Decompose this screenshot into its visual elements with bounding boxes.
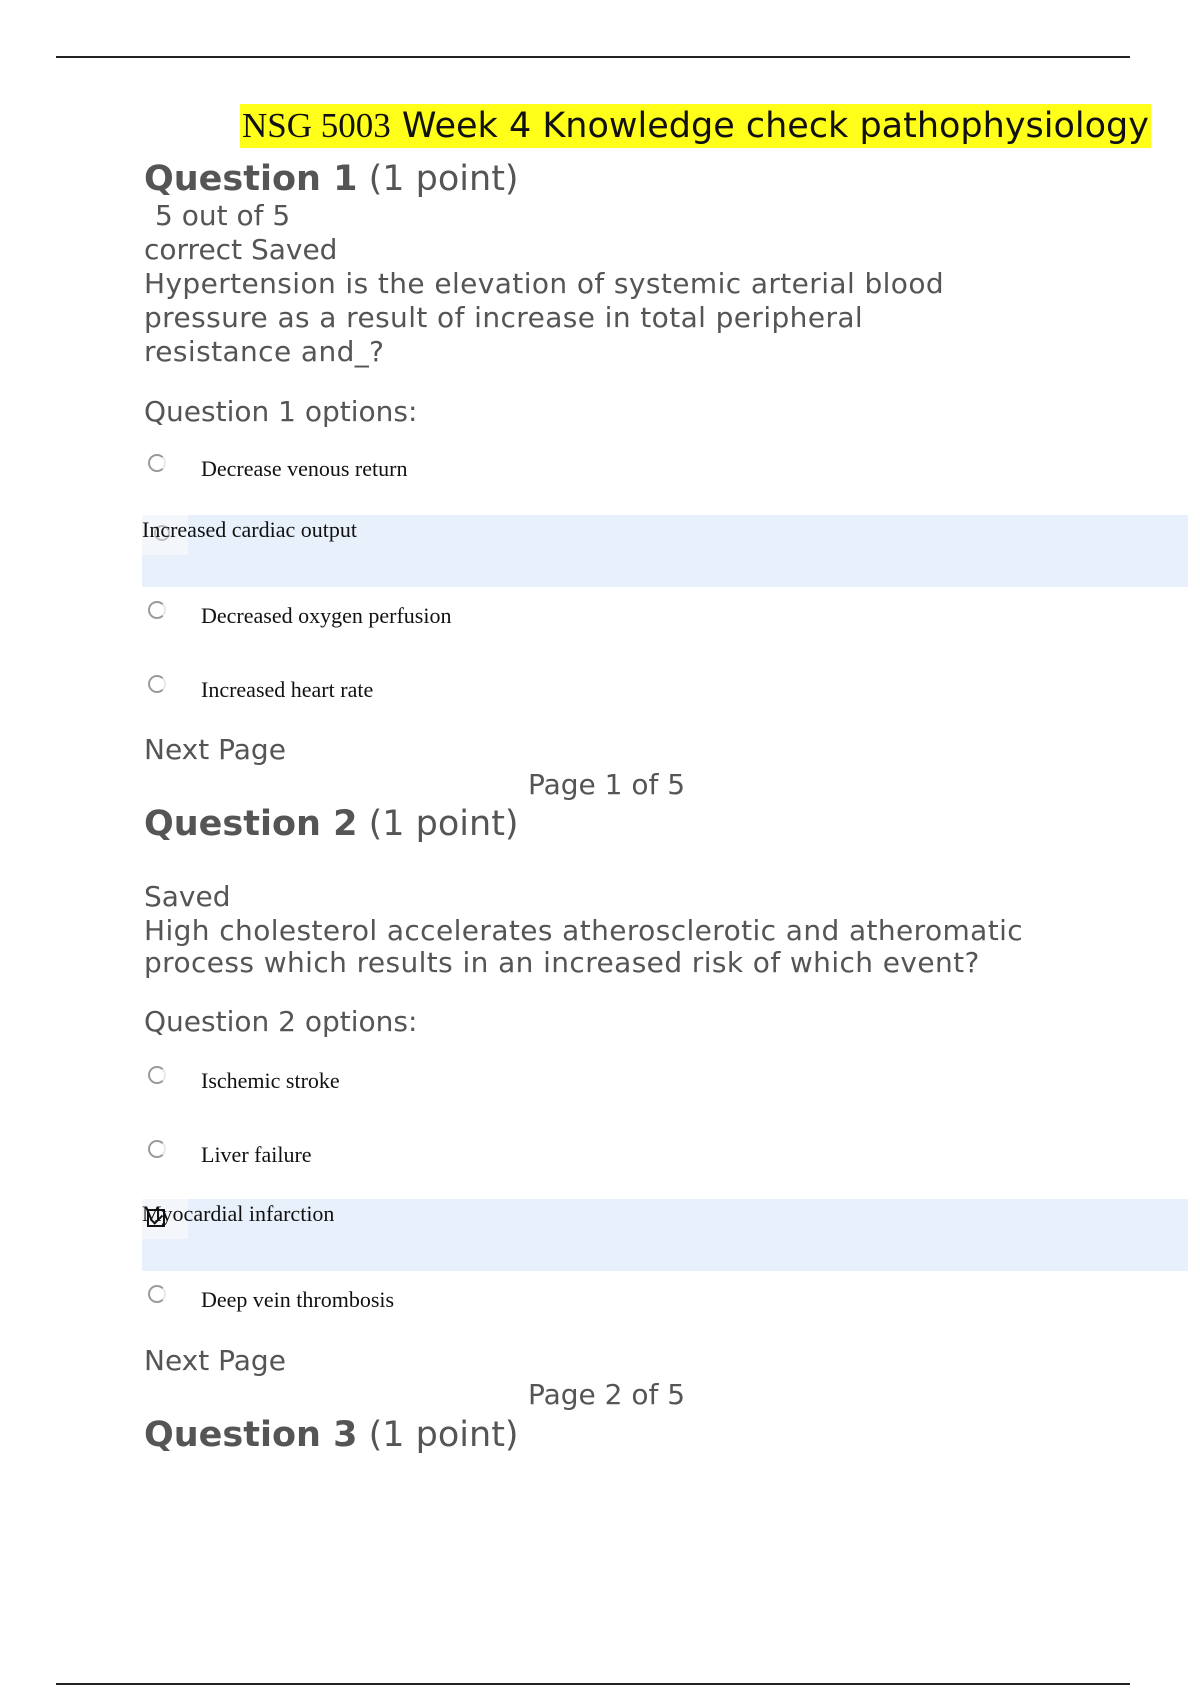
question-2-options-label: Question 2 options: <box>144 1005 418 1038</box>
question-1-heading: Question 1 (1 point) <box>144 159 519 199</box>
next-page-link[interactable]: Next Page <box>144 1344 286 1377</box>
question-3-heading: Question 3 (1 point) <box>144 1415 519 1455</box>
title-text: Week 4 Knowledge check pathophysiology <box>401 106 1149 146</box>
question-2-stem-line: process which results in an increased risk of which event? <box>144 946 980 979</box>
radio-button-icon[interactable] <box>148 1066 166 1084</box>
top-rule <box>56 56 1130 58</box>
question-2-heading: Question 2 (1 point) <box>144 804 519 844</box>
question-1-options-label: Question 1 options: <box>144 395 418 428</box>
page-indicator: Page 1 of 5 <box>528 768 686 801</box>
question-1-selected-option[interactable] <box>142 515 1188 587</box>
radio-button-icon[interactable] <box>148 1285 166 1303</box>
document-title <box>240 104 1151 148</box>
question-2-stem-line: High cholesterol accelerates atherosclerotic and atheromatic <box>144 914 1024 947</box>
option-label: Increased cardiac output <box>142 517 357 542</box>
question-1-stem-line: pressure as a result of increase in total peripheral <box>144 301 864 334</box>
option-label: Decreased oxygen perfusion <box>201 603 452 628</box>
radio-button-icon[interactable] <box>148 454 166 472</box>
question-1-stem-line: resistance and_? <box>144 335 385 368</box>
option-label: Deep vein thrombosis <box>201 1287 395 1312</box>
radio-button-icon[interactable] <box>148 1140 166 1158</box>
radio-button-icon[interactable] <box>148 675 166 693</box>
option-label: Liver failure <box>201 1142 312 1167</box>
page-indicator: Page 2 of 5 <box>528 1378 686 1411</box>
radio-button-icon[interactable] <box>148 601 166 619</box>
course-code: NSG 5003 <box>242 106 391 145</box>
question-2-status: Saved <box>144 880 231 913</box>
next-page-link[interactable]: Next Page <box>144 733 286 766</box>
bottom-rule <box>56 1683 1130 1685</box>
question-2-selected-option[interactable] <box>142 1199 1188 1271</box>
option-label: Decrease venous return <box>201 456 408 481</box>
question-1-status: correct Saved <box>144 233 338 266</box>
option-label: Ischemic stroke <box>201 1068 340 1093</box>
question-1-stem-line: Hypertension is the elevation of systemic arterial blood <box>144 267 945 300</box>
option-label: Increased heart rate <box>201 677 374 702</box>
option-label: Myocardial infarction <box>142 1201 335 1226</box>
question-1-score: 5 out of 5 <box>155 199 291 232</box>
